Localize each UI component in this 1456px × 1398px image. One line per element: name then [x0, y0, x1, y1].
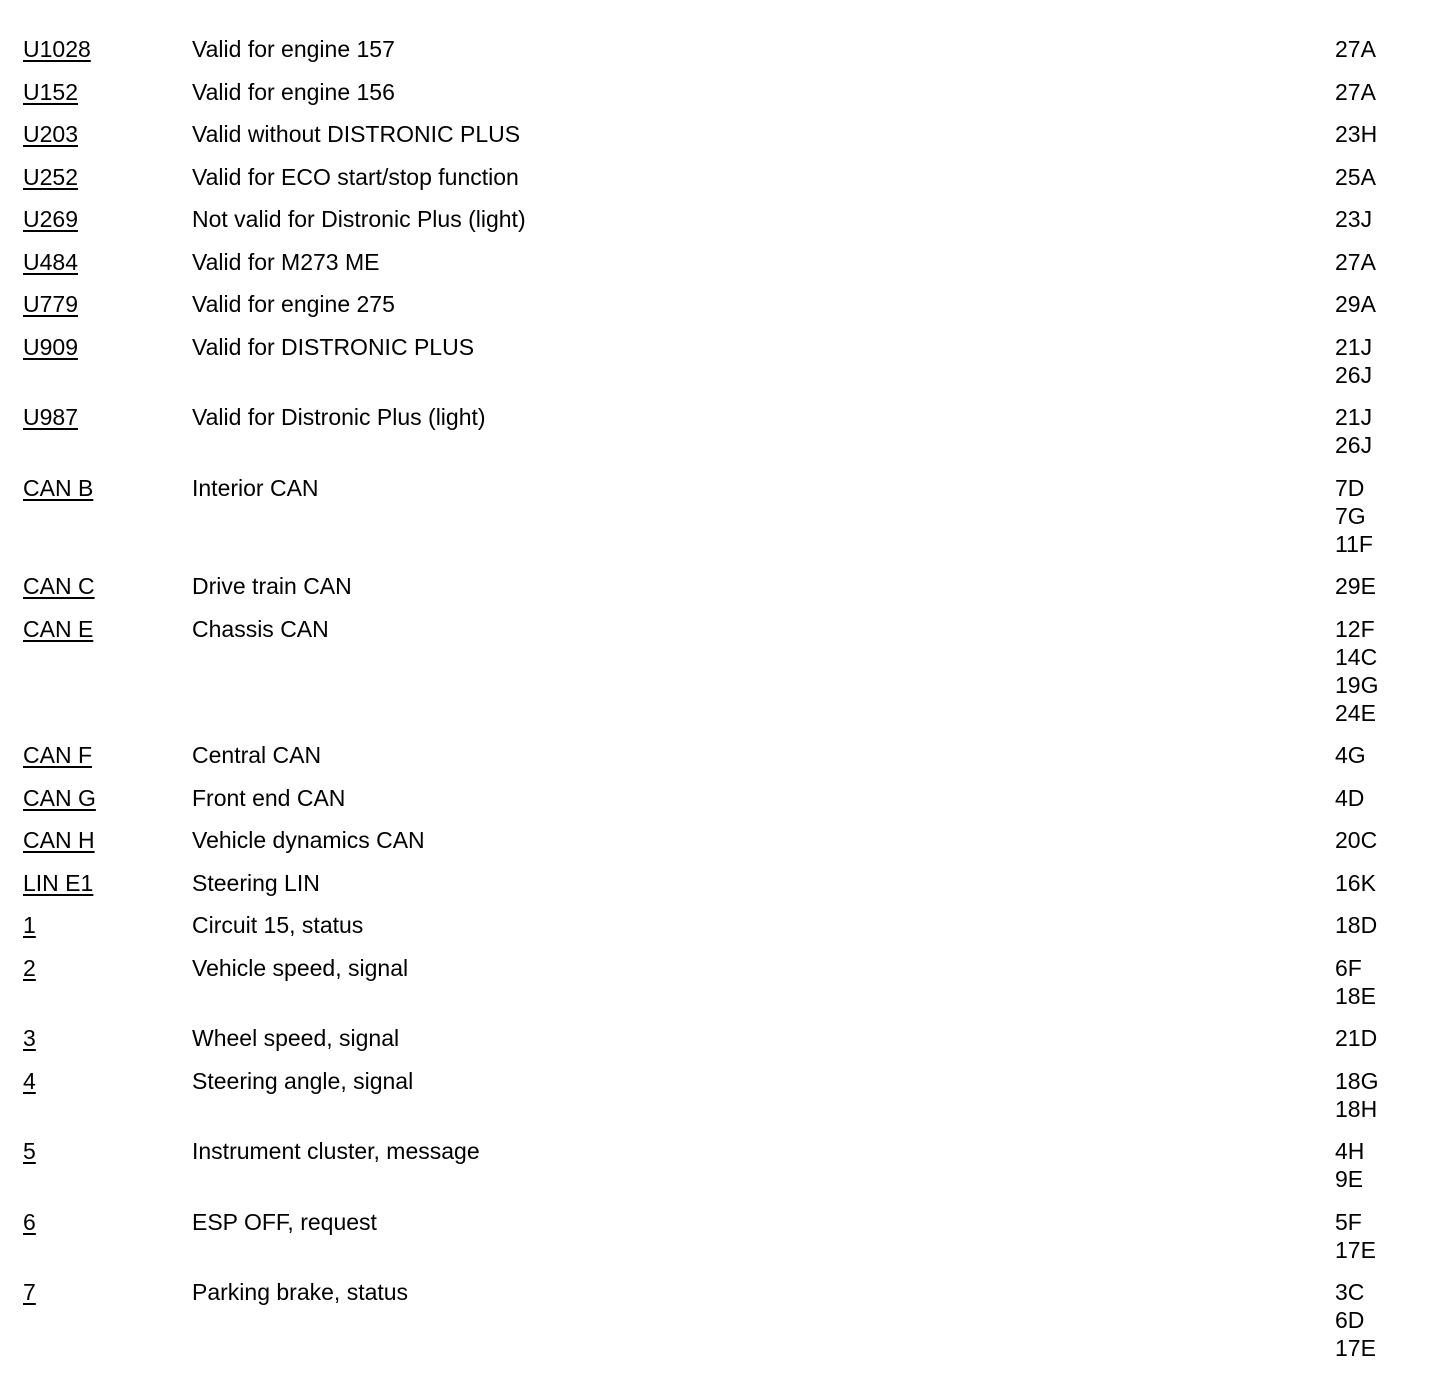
grid-reference-list [1335, 1137, 1364, 1193]
legend-row [23, 784, 1423, 812]
legend-code-link[interactable]: U779 [23, 291, 78, 317]
grid-reference: 21J [1335, 404, 1373, 430]
legend-code-link[interactable]: CAN B [23, 474, 94, 501]
legend-description: Valid for engine 157 [192, 36, 395, 62]
legend-code-link[interactable]: 5 [23, 1138, 36, 1164]
grid-reference: 23J [1335, 206, 1373, 232]
grid-reference: 26J [1335, 432, 1373, 458]
legend-description: Parking brake, status [192, 1279, 409, 1305]
grid-reference-list [1335, 205, 1372, 233]
legend-code-link[interactable]: 4 [23, 1067, 36, 1094]
legend-code-link[interactable]: U252 [23, 163, 78, 190]
legend-code-link[interactable]: CAN H [23, 827, 95, 853]
legend-row [23, 572, 1423, 600]
legend-code-link[interactable]: LIN E1 [23, 869, 94, 896]
legend-row [23, 954, 1423, 1010]
legend-description: Wheel speed, signal [192, 1025, 400, 1051]
grid-reference: 7G [1335, 502, 1366, 529]
legend-description: Circuit 15, status [192, 912, 364, 938]
legend-row [23, 120, 1423, 148]
grid-reference-list [1335, 248, 1376, 276]
legend-code-link[interactable]: U909 [23, 333, 78, 360]
grid-reference-list [1335, 474, 1373, 558]
grid-reference: 17E [1335, 1236, 1376, 1263]
legend-code-link[interactable]: U203 [23, 121, 78, 147]
grid-reference: 3C [1335, 1279, 1365, 1305]
grid-reference: 6D [1335, 1307, 1365, 1333]
legend-row [23, 78, 1423, 106]
grid-reference-list [1335, 1067, 1378, 1123]
legend-row [23, 248, 1423, 276]
grid-reference: 26J [1335, 361, 1373, 388]
legend-row [23, 826, 1423, 854]
legend-row [23, 911, 1423, 939]
legend-code-link[interactable]: U1028 [23, 36, 91, 62]
legend-description: ESP OFF, request [192, 1208, 377, 1235]
grid-reference-list [1335, 954, 1376, 1010]
grid-reference: 14C [1335, 643, 1378, 670]
legend-code-link[interactable]: CAN G [23, 784, 96, 811]
legend-description: Vehicle dynamics CAN [192, 827, 425, 853]
grid-reference: 19G [1335, 671, 1379, 698]
legend-description: Valid for ECO start/stop function [192, 163, 519, 190]
legend-code-link[interactable]: U987 [23, 404, 78, 430]
grid-reference: 4D [1335, 784, 1365, 811]
grid-reference-list [1335, 826, 1377, 854]
grid-reference-list [1335, 1208, 1376, 1264]
grid-reference: 21J [1335, 333, 1373, 360]
grid-reference-list [1335, 869, 1376, 897]
grid-reference: 27A [1335, 248, 1376, 275]
legend-row [23, 741, 1423, 769]
grid-reference: 29E [1335, 573, 1376, 599]
legend-description: Valid for M273 ME [192, 248, 380, 275]
legend-row [23, 333, 1423, 389]
grid-reference-list [1335, 572, 1376, 600]
grid-reference: 27A [1335, 78, 1376, 105]
grid-reference: 29A [1335, 291, 1376, 317]
grid-reference: 24E [1335, 699, 1376, 726]
legend-description: Steering angle, signal [192, 1067, 414, 1094]
legend-description: Chassis CAN [192, 615, 329, 642]
legend-description: Steering LIN [192, 869, 320, 896]
legend-row [23, 1137, 1423, 1193]
grid-reference: 20C [1335, 827, 1378, 853]
legend-row [23, 615, 1423, 727]
legend-row [23, 1067, 1423, 1123]
grid-reference-list [1335, 333, 1372, 389]
legend-row [23, 1278, 1423, 1362]
grid-reference: 4G [1335, 742, 1366, 768]
grid-reference: 4H [1335, 1138, 1365, 1164]
grid-reference-list [1335, 784, 1364, 812]
grid-reference: 18H [1335, 1095, 1378, 1122]
legend-code-link[interactable]: 6 [23, 1208, 36, 1235]
legend-description: Not valid for Distronic Plus (light) [192, 206, 526, 232]
legend-code-link[interactable]: U152 [23, 78, 78, 105]
grid-reference: 16K [1335, 869, 1376, 896]
grid-reference: 6F [1335, 954, 1362, 981]
grid-reference-list [1335, 615, 1378, 727]
grid-reference-list [1335, 35, 1376, 63]
grid-reference-list [1335, 741, 1366, 769]
grid-reference: 27A [1335, 36, 1376, 62]
legend-code-link[interactable]: U484 [23, 248, 78, 275]
legend-row [23, 474, 1423, 558]
legend-description: Valid for Distronic Plus (light) [192, 404, 486, 430]
grid-reference-list [1335, 163, 1376, 191]
legend-code-link[interactable]: CAN E [23, 615, 94, 642]
grid-reference: 7D [1335, 474, 1365, 501]
legend-code-link[interactable]: U269 [23, 206, 78, 232]
grid-reference-list [1335, 1278, 1376, 1362]
grid-reference: 12F [1335, 615, 1375, 642]
legend-code-link[interactable]: 3 [23, 1025, 36, 1051]
legend-description: Central CAN [192, 742, 322, 768]
legend-code-link[interactable]: CAN F [23, 742, 92, 768]
grid-reference: 11F [1335, 530, 1373, 557]
legend-description: Drive train CAN [192, 573, 352, 599]
legend-code-link[interactable]: 2 [23, 954, 36, 981]
legend-description: Vehicle speed, signal [192, 954, 409, 981]
grid-reference: 18E [1335, 982, 1376, 1009]
legend-row [23, 205, 1423, 233]
legend-row [23, 290, 1423, 318]
legend-description: Valid for DISTRONIC PLUS [192, 333, 475, 360]
legend-row [23, 403, 1423, 459]
legend-row [23, 35, 1423, 63]
legend-description: Interior CAN [192, 474, 319, 501]
grid-reference-list [1335, 290, 1376, 318]
grid-reference-list [1335, 78, 1376, 106]
legend-row [23, 869, 1423, 897]
legend-code-link[interactable]: 7 [23, 1279, 36, 1305]
legend-description: Instrument cluster, message [192, 1138, 480, 1164]
grid-reference: 9E [1335, 1166, 1364, 1192]
grid-reference-list [1335, 120, 1377, 148]
legend-code-link[interactable]: CAN C [23, 573, 95, 599]
legend-code-link[interactable]: 1 [23, 912, 36, 938]
grid-reference: 21D [1335, 1025, 1378, 1051]
legend-row [23, 1024, 1423, 1052]
legend-description: Valid for engine 156 [192, 78, 395, 105]
grid-reference: 18G [1335, 1067, 1379, 1094]
grid-reference-list [1335, 1024, 1377, 1052]
grid-reference-list [1335, 911, 1377, 939]
grid-reference: 5F [1335, 1208, 1362, 1235]
grid-reference: 18D [1335, 912, 1378, 938]
legend-description: Valid for engine 275 [192, 291, 395, 317]
legend-row [23, 1208, 1423, 1264]
legend-row [23, 163, 1423, 191]
grid-reference: 25A [1335, 163, 1376, 190]
legend-description: Valid without DISTRONIC PLUS [192, 121, 521, 147]
legend-description: Front end CAN [192, 784, 346, 811]
legend-table [23, 35, 1423, 1377]
grid-reference-list [1335, 403, 1372, 459]
grid-reference: 17E [1335, 1335, 1376, 1361]
grid-reference: 23H [1335, 121, 1378, 147]
